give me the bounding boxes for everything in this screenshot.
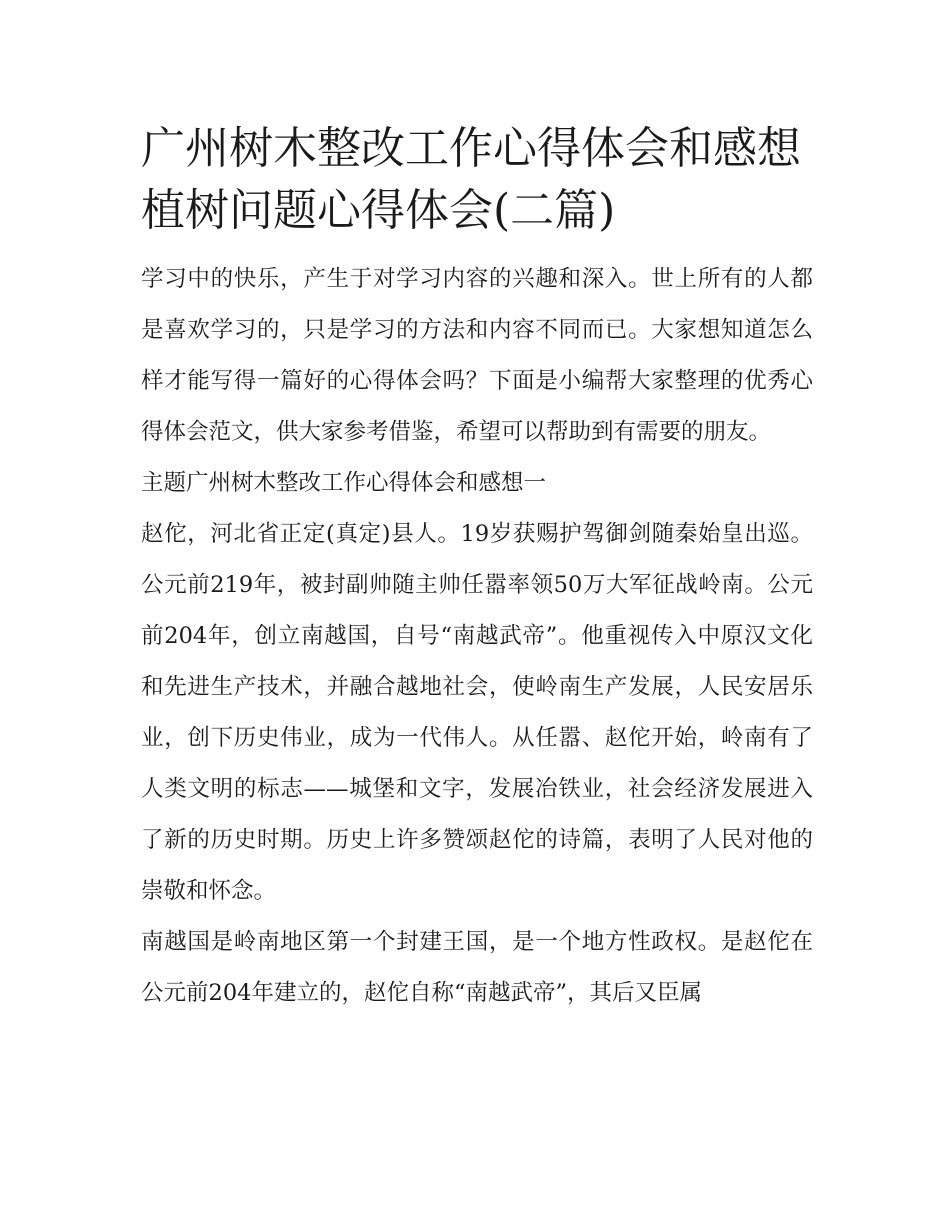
body-paragraph: 赵佗，河北省正定(真定)县人。19岁获赐护驾御剑随秦始皇出巡。公元前219年，被封副帅随主帅任嚣率领50万大军征战岭南。公元前204年，创立南越国，自号“南越武帝”。他重视传入中原汉文化和先进生产技术，并融合越地社会，使岭南生产发展，人民安居乐业，创下历史伟业，成为一代伟人。从任嚣、赵佗开始，岭南有了人类文明的标志——城堡和文字，发展冶铁业，社会经济发展进入了新的历史时期。历史上许多赞颂赵佗的诗篇，表明了人民对他的崇敬和怀念。 — [141, 521, 813, 904]
document-page — [141, 118, 813, 1019]
intro-paragraph: 学习中的快乐，产生于对学习内容的兴趣和深入。世上所有的人都是喜欢学习的，只是学习的方法和内容不同而已。大家想知道怎么样才能写得一篇好的心得体会吗？下面是小编帮大家整理的优秀心得体会范文，供大家参考借鉴，希望可以帮助到有需要的朋友。 — [141, 266, 813, 445]
document-title: 广州树木整改工作心得体会和感想 植树问题心得体会(二篇) — [141, 123, 801, 236]
body-paragraph: 南越国是岭南地区第一个封建王国，是一个地方性政权。是赵佗在公元前204年建立的，赵佗自称“南越武帝”，其后又臣属 — [141, 929, 813, 1006]
section-heading: 主题广州树木整改工作心得体会和感想一 — [141, 470, 547, 496]
